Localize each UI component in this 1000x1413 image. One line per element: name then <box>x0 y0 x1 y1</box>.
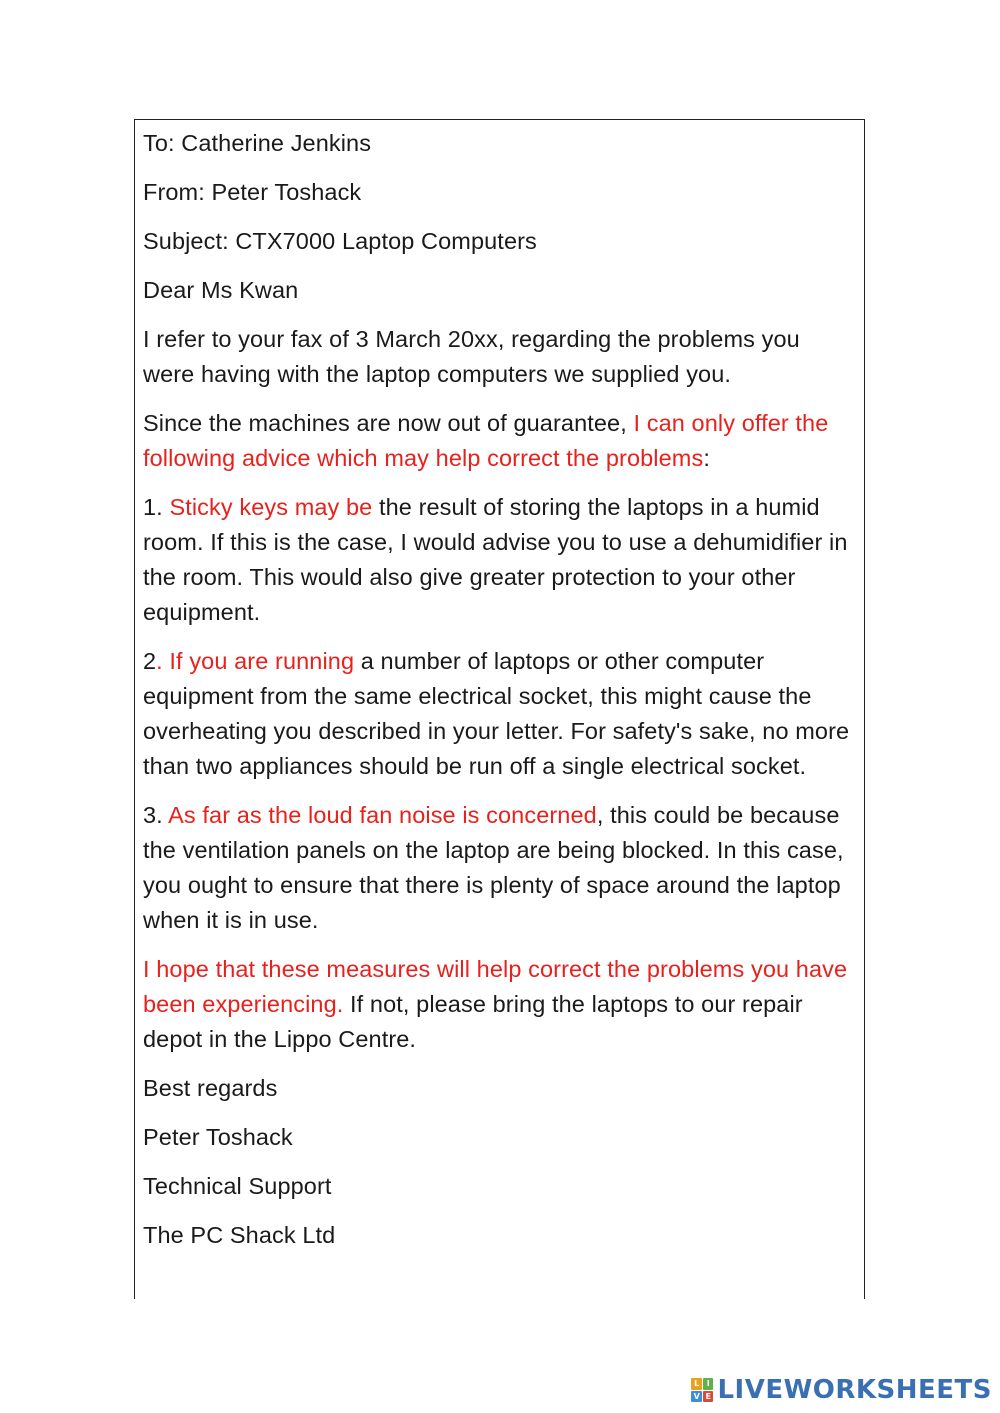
logo-mark-letter: L <box>691 1378 702 1390</box>
point-2-highlight: . If you are running <box>156 648 355 674</box>
subject-line: Subject: CTX7000 Laptop Computers <box>143 228 537 254</box>
signoff: Best regards <box>143 1075 278 1101</box>
to-line: To: Catherine Jenkins <box>143 130 372 156</box>
point-3-paragraph <box>143 798 856 938</box>
liveworksheets-logo-icon <box>691 1378 713 1402</box>
advice-intro-paragraph <box>143 406 856 476</box>
point-2-text: a number of laptops or other computer equipment from the same electrical socket, this might cause the overheating you described in your letter. For safety's sake, no more than two appliances should be run off a single electrical socket. <box>143 648 850 779</box>
liveworksheets-logo <box>691 1375 992 1405</box>
from-line: From: Peter Toshack <box>143 179 362 205</box>
logo-mark-letter: E <box>703 1391 714 1403</box>
point-3-number: 3. <box>143 802 169 828</box>
closing-highlight: I hope that these measures will help correct the problems you have been experiencing. <box>143 956 848 1017</box>
advice-intro-end: : <box>703 445 710 471</box>
advice-intro-text: Since the machines are now out of guarantee, <box>143 410 634 436</box>
point-2-number: 2 <box>143 648 157 674</box>
point-2-paragraph <box>143 644 856 784</box>
point-3-highlight: As far as the loud fan noise is concerned <box>168 802 597 828</box>
signer-company: The PC Shack Ltd <box>143 1222 336 1248</box>
closing-text: If not, please bring the laptops to our repair depot in the Lippo Centre. <box>143 991 803 1052</box>
point-1-text: the result of storing the laptops in a humid room. If this is the case, I would advise you to use a dehumidifier in the room. This would also give greater protection to your other equipment. <box>143 494 848 625</box>
point-1-paragraph <box>143 490 856 630</box>
signer-title: Technical Support <box>143 1173 332 1199</box>
salutation: Dear Ms Kwan <box>143 277 299 303</box>
point-1-highlight: Sticky keys may be <box>169 494 373 520</box>
point-3-text: , this could be because the ventilation panels on the laptop are being blocked. In this case, you ought to ensure that there is plenty of space around the laptop when it is in use. <box>143 802 844 933</box>
logo-mark-letter: I <box>703 1378 714 1390</box>
signer-name: Peter Toshack <box>143 1124 293 1150</box>
logo-mark-letter: V <box>691 1391 702 1403</box>
intro-paragraph: I refer to your fax of 3 March 20xx, regarding the problems you were having with the laptop computers we supplied you. <box>143 326 800 387</box>
liveworksheets-logo-text: LIVEWORKSHEETS <box>717 1375 992 1405</box>
point-1-number: 1. <box>143 494 170 520</box>
closing-paragraph <box>143 952 856 1057</box>
advice-intro-highlight: I can only offer the following advice which may help correct the problems <box>143 410 829 471</box>
letter-box <box>134 119 865 1299</box>
